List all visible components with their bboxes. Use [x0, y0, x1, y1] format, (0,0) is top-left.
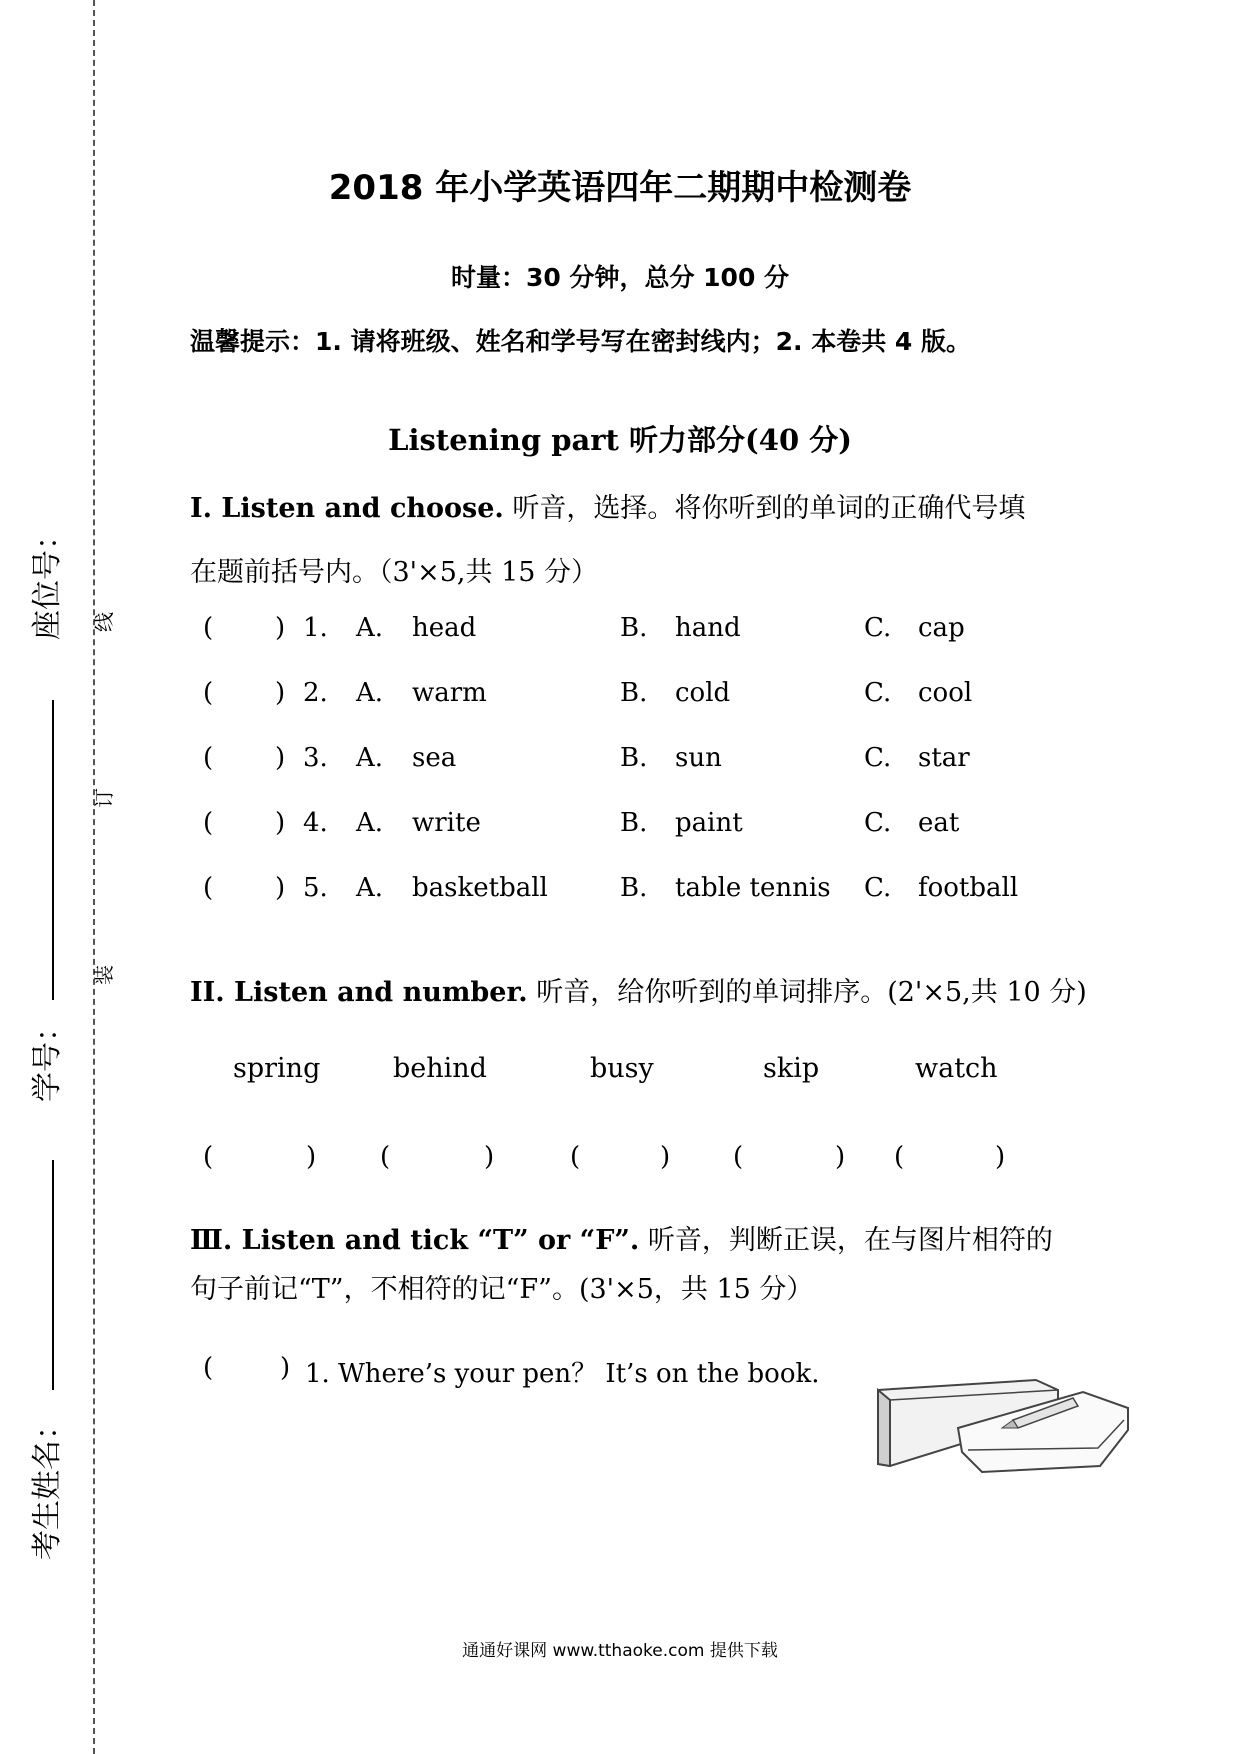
section3-heading-cn: 听音，判断正误，在与图片相符的 [647, 1225, 1053, 1256]
answer-paren-close[interactable]: ) [275, 873, 286, 903]
answer-paren-close[interactable]: ) [275, 678, 286, 708]
option-b-letter: B. [620, 808, 648, 838]
section2-heading-en: II. Listen and number. [190, 977, 528, 1008]
option-a-letter: A. [356, 808, 384, 838]
number-word-busy: busy [590, 1053, 654, 1084]
option-b-letter: B. [620, 613, 648, 643]
option-a-word: sea [412, 743, 457, 773]
option-a-letter: A. [356, 678, 384, 708]
student-id-label: 学号： [30, 1012, 65, 1102]
section3-heading-line2: 句子前记“T”，不相符的记“F”。(3'×5，共 15 分） [190, 1274, 814, 1305]
option-c-word: cool [918, 678, 973, 708]
section3-heading [190, 1218, 1053, 1257]
option-c-letter: C. [864, 613, 892, 643]
listening-part-title: Listening part 听力部分(40 分) [388, 423, 852, 457]
option-a-word: write [412, 808, 481, 838]
answer-paren-close[interactable]: ) [275, 808, 286, 838]
exam-tips: 温馨提示：1. 请将班级、姓名和学号写在密封线内；2. 本卷共 4 版。 [190, 327, 971, 356]
option-b-word: hand [675, 613, 741, 643]
section2-heading [190, 970, 1087, 1009]
tf-question-1: 1. Where’s your pen？ It’s on the book. [305, 1359, 820, 1389]
answer-paren-close[interactable]: ) [275, 613, 286, 643]
option-b-letter: B. [620, 743, 648, 773]
answer-paren-close[interactable]: ) [275, 743, 286, 773]
bind-char-xian: 线 [92, 612, 116, 632]
option-c-word: cap [918, 613, 965, 643]
number-word-behind: behind [393, 1053, 487, 1084]
option-b-word: table tennis [675, 873, 831, 903]
student-name-line [52, 1160, 54, 1390]
option-c-word: star [918, 743, 970, 773]
option-a-letter: A. [356, 743, 384, 773]
exam-subtitle: 时量：30 分钟，总分 100 分 [450, 263, 790, 292]
option-a-word: head [412, 613, 477, 643]
option-b-letter: B. [620, 873, 648, 903]
option-c-letter: C. [864, 743, 892, 773]
choose-item-1 [0, 613, 1240, 653]
answer-paren-open[interactable]: ( [203, 873, 214, 903]
number-word-watch: watch [915, 1053, 998, 1084]
answer-paren-open[interactable]: ( [203, 808, 214, 838]
section1-heading-line2: 在题前括号内。（3'×5,共 15 分） [190, 557, 599, 588]
section1-heading [190, 486, 1025, 525]
choose-item-3 [0, 743, 1240, 783]
answer-paren-open[interactable]: ( [203, 743, 214, 773]
option-a-letter: A. [356, 613, 384, 643]
choose-item-4 [0, 808, 1240, 848]
item-number: 4. [303, 808, 328, 838]
option-b-letter: B. [620, 678, 648, 708]
item-number: 5. [303, 873, 328, 903]
option-b-word: sun [675, 743, 722, 773]
answer-paren-open[interactable]: ( [203, 678, 214, 708]
option-c-letter: C. [864, 808, 892, 838]
option-c-word: eat [918, 808, 960, 838]
exam-title: 2018 年小学英语四年二期期中检测卷 [328, 168, 912, 208]
option-c-letter: C. [864, 678, 892, 708]
item-number: 2. [303, 678, 328, 708]
section3-heading-en: Ⅲ. Listen and tick “T” or “F”. [190, 1225, 640, 1256]
page-footer: 通通好课网 www.tthaoke.com 提供下载 [462, 1641, 778, 1661]
option-a-word: warm [412, 678, 487, 708]
option-a-letter: A. [356, 873, 384, 903]
section1-heading-cn: 听音，选择。将你听到的单词的正确代号填 [512, 493, 1026, 524]
answer-paren-open[interactable]: ( [203, 613, 214, 643]
item-number: 1. [303, 613, 328, 643]
bind-char-zhuang: 装 [92, 965, 116, 985]
section2-heading-cn: 听音，给你听到的单词排序。(2'×5,共 10 分) [536, 977, 1087, 1008]
choose-item-2 [0, 678, 1240, 718]
student-name-label: 考生姓名： [30, 1410, 65, 1560]
option-b-word: paint [675, 808, 743, 838]
section1-heading-en: Ⅰ. Listen and choose. [190, 493, 504, 524]
option-c-word: football [918, 873, 1019, 903]
option-c-letter: C. [864, 873, 892, 903]
choose-item-5 [0, 873, 1240, 913]
option-b-word: cold [675, 678, 731, 708]
number-word-skip: skip [763, 1053, 820, 1084]
option-a-word: basketball [412, 873, 548, 903]
item-number: 3. [303, 743, 328, 773]
number-word-spring: spring [233, 1053, 321, 1084]
pencil-box-illustration [868, 1368, 1138, 1498]
seat-number-label: 座位号： [30, 520, 65, 640]
bind-char-ding: 订 [92, 788, 116, 808]
